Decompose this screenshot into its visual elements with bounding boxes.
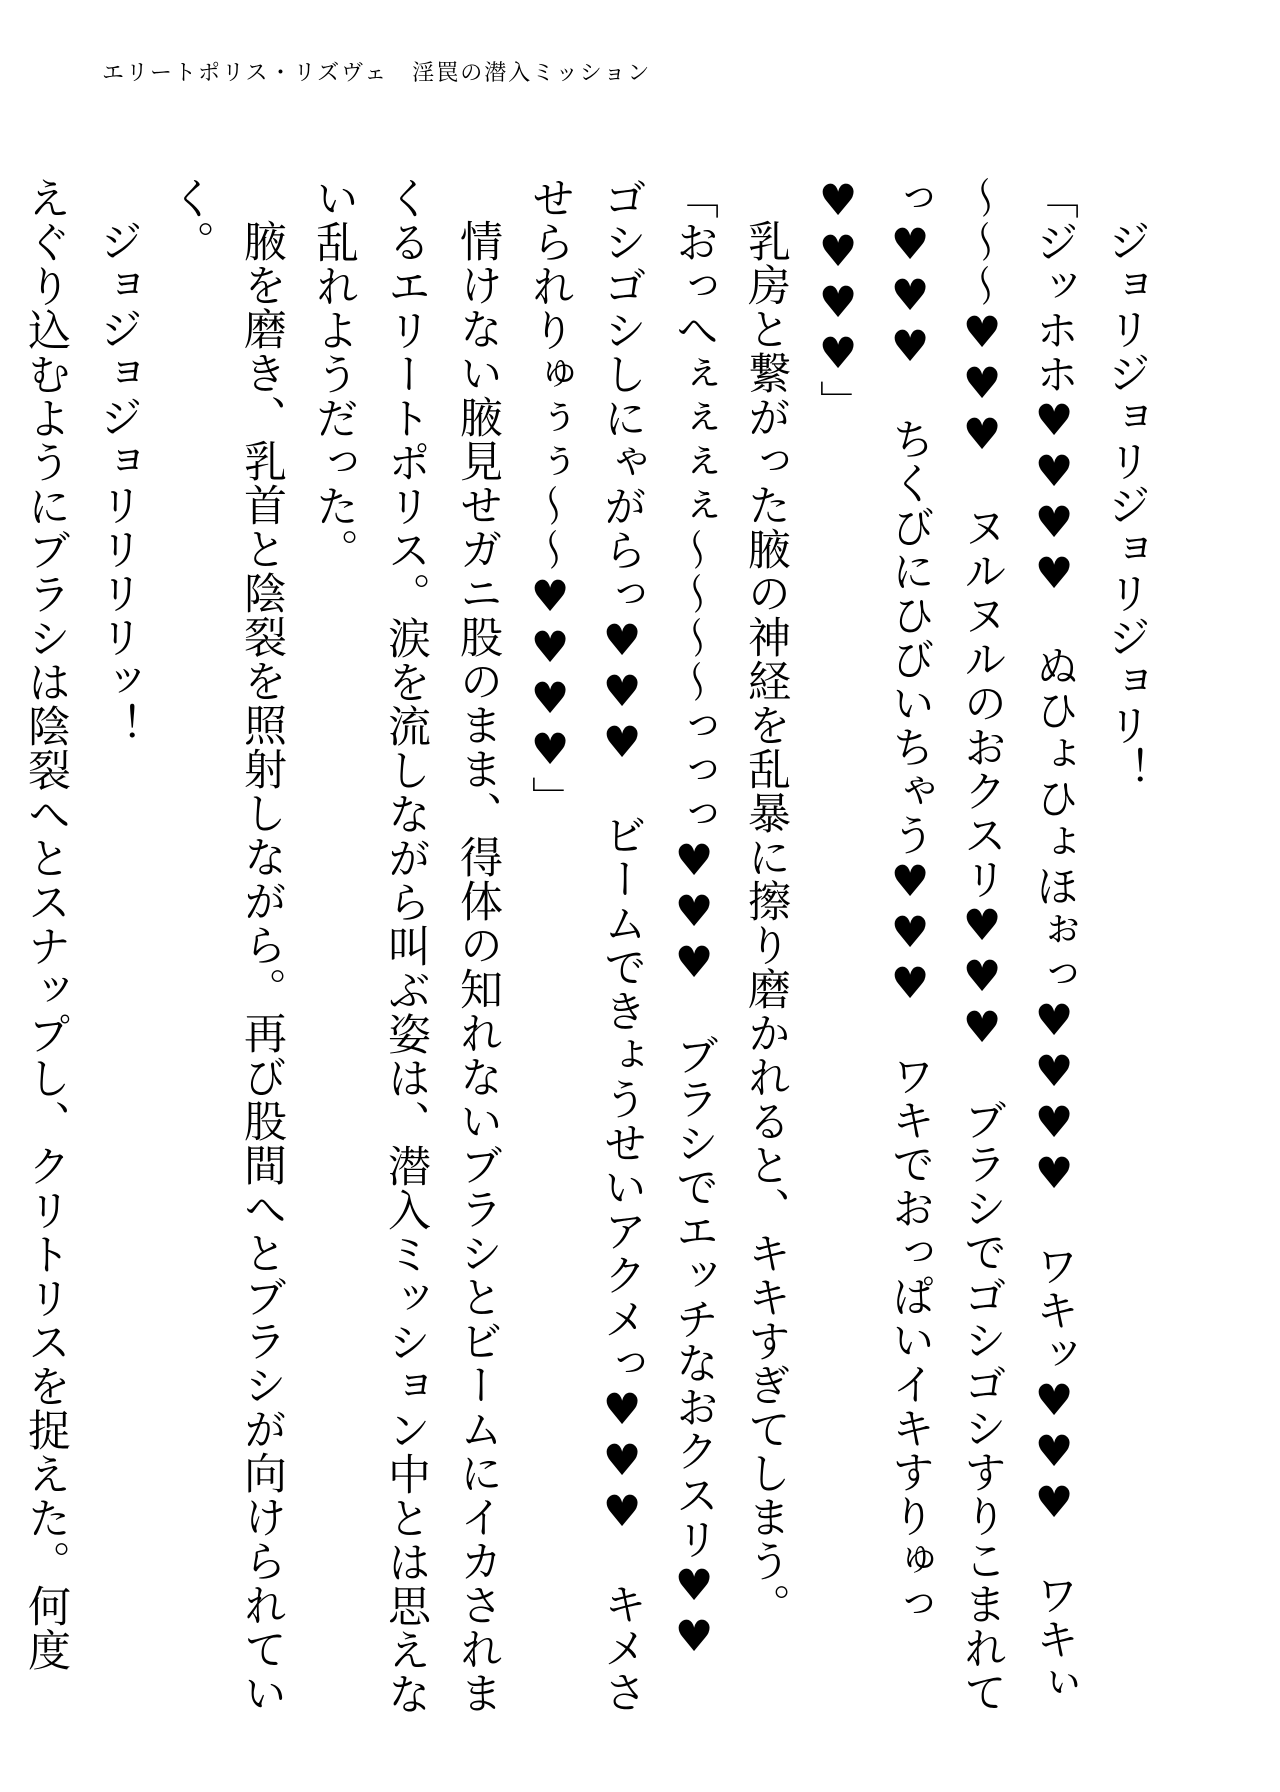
paragraph-narration-3: 腋を磨き、乳首と陰裂を照射しながら。再び股間へとブラシが向けられていく。 — [165, 176, 287, 1715]
paragraph-narration-2: 情けない腋見せガニ股のまま、得体の知れないブラシとビームにイカされまくるエリートポリス。涙を流しながら叫ぶ姿は、潜入ミッション中とは思えない乱れようだった。 — [309, 176, 503, 1716]
paragraph-dialogue-1: 「ジッホホ♥♥♥♥ ぬひょひょほぉっ♥♥♥♥ ワキッ♥♥♥ ワキぃ～～～♥♥♥ ヌルヌルのおクスリ♥♥♥ ブラシでゴシゴシすりこまれてっ♥♥♥ ちくびにひびいちゃう♥♥♥ ワキでおっぱいイキすりゅっ♥♥♥♥」 — [813, 176, 1079, 1714]
body-text — [10, 176, 1162, 1716]
paragraph-dialogue-2: 「おっへぇぇぇぇ～～～～っっっ♥♥♥ ブラシでエッチなおクスリ♥♥ ゴシゴシしにゃがらっ♥♥♥ ビームできょうせいアクメっ♥♥♥ キメさせられりゅぅぅ～～♥♥♥♥」 — [525, 176, 719, 1714]
paragraph-narration-4: えぐり込むようにブラシは陰裂へとスナップし、クリトリスを捉えた。何度 — [21, 176, 71, 1672]
paragraph-narration-1: 乳房と繋がった腋の神経を乱暴に擦り磨かれると、キキすぎてしまう。 — [741, 219, 791, 1627]
paragraph-sfx-1: ジョリジョリジョリジョリ！ — [1101, 219, 1151, 791]
running-header-title: エリートポリス・リズヴェ 淫罠の潜入ミッション — [102, 61, 652, 86]
paragraph-sfx-2: ジョジョジョリリリリッ！ — [93, 219, 143, 747]
